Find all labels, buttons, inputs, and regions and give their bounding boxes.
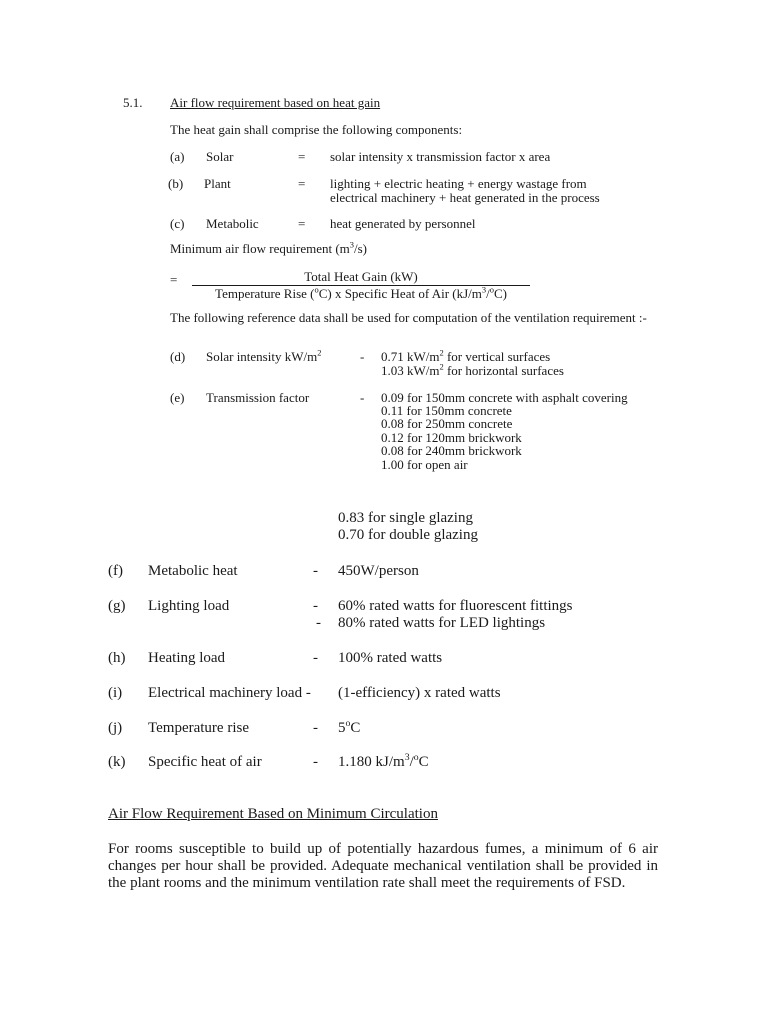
formula-equals: = — [170, 272, 178, 287]
metabolic-heat-label: Metabolic heat — [148, 563, 238, 579]
component-name-solar: Solar — [206, 149, 234, 164]
transmission-value: 1.00 for open air — [381, 457, 468, 472]
lighting-load-fluorescent: 60% rated watts for fluorescent fittings — [338, 598, 573, 614]
heating-load-label: Heating load — [148, 650, 226, 666]
glazing-double: 0.70 for double glazing — [338, 527, 478, 543]
component-letter-a: (a) — [170, 149, 185, 164]
lighting-load-dash: - — [316, 615, 321, 631]
transmission-value: 0.08 for 240mm brickwork — [381, 443, 522, 458]
section-intro: The heat gain shall comprise the following components: — [170, 122, 463, 137]
component-letter-c: (c) — [170, 216, 185, 231]
heating-load-value: 100% rated watts — [338, 650, 443, 666]
lighting-load-led: 80% rated watts for LED lightings — [338, 615, 546, 631]
component-desc-plant-line1: lighting + electric heating + energy wastage from — [330, 176, 587, 191]
item-letter-f: (f) — [108, 563, 123, 579]
transmission-value: 0.12 for 120mm brickwork — [381, 430, 522, 445]
specific-heat-dash: - — [313, 754, 318, 770]
item-letter-i: (i) — [108, 685, 123, 701]
metabolic-heat-dash: - — [313, 563, 318, 579]
section-heading: Air flow requirement based on heat gain — [170, 95, 381, 110]
item-letter-j: (j) — [108, 720, 123, 736]
temperature-rise-value: 5$^o$C — [338, 718, 361, 736]
solar-intensity-horizontal: 1.03 $kW/m^2$ for horizontal surfaces — [381, 361, 564, 378]
component-desc-metabolic: heat generated by personnel — [330, 216, 476, 231]
metabolic-heat-value: 450W/person — [338, 563, 419, 579]
formula-numerator: Total Heat Gain (kW) — [304, 269, 418, 284]
circulation-paragraph: For rooms susceptible to build up of potentially hazardous fumes, a minimum of 6 air changes per hour shall be provided. Adequate mechanical ventilation shall be provided in the plant rooms and the minimum ventilation rate shall meet the requirements of FSD. — [108, 841, 658, 891]
component-name-plant: Plant — [204, 176, 231, 191]
component-letter-b: (b) — [168, 176, 184, 191]
electrical-machinery-load-label: Electrical machinery load - — [148, 685, 311, 701]
lighting-load-dash: - — [313, 598, 318, 614]
item-letter-k: (k) — [108, 754, 126, 770]
section-number: 5.1. — [123, 95, 143, 110]
solar-intensity-label: Solar intensity $kW/m^2$ — [206, 347, 322, 364]
temperature-rise-dash: - — [313, 720, 318, 736]
transmission-value: 0.08 for 250mm concrete — [381, 416, 513, 431]
component-desc-solar: solar intensity x transmission factor x area — [330, 149, 551, 164]
component-equals: = — [298, 149, 306, 164]
heating-load-dash: - — [313, 650, 318, 666]
solar-intensity-dash: - — [360, 349, 365, 364]
transmission-value: 0.11 for 150mm concrete — [381, 403, 512, 418]
component-equals: = — [298, 176, 306, 191]
component-name-metabolic: Metabolic — [206, 216, 259, 231]
electrical-machinery-load-value: (1-efficiency) x rated watts — [338, 685, 501, 701]
component-desc-plant-line2: electrical machinery + heat generated in the process — [330, 190, 600, 205]
item-letter-g: (g) — [108, 598, 126, 614]
specific-heat-value: 1.180 $kJ/m^3/^oC$ — [338, 752, 429, 770]
ref-letter-d: (d) — [170, 349, 186, 364]
formula-fraction — [192, 270, 530, 301]
lighting-load-label: Lighting load — [148, 598, 230, 614]
item-letter-h: (h) — [108, 650, 126, 666]
reference-intro: The following reference data shall be used for computation of the ventilation requirement :- — [170, 310, 647, 325]
specific-heat-label: Specific heat of air — [148, 754, 262, 770]
transmission-factor-dash: - — [360, 390, 365, 405]
ref-letter-e: (e) — [170, 390, 185, 405]
glazing-single: 0.83 for single glazing — [338, 510, 473, 526]
formula-denominator: Temperature Rise ($^o$C) x Specific Heat of Air $(kJ/m^3/^oC)$ — [215, 284, 507, 301]
solar-intensity-vertical: 0.71 $kW/m^2$ for vertical surfaces — [381, 347, 551, 364]
transmission-value: 0.09 for 150mm concrete with asphalt covering — [381, 390, 628, 405]
temperature-rise-label: Temperature rise — [148, 720, 249, 736]
circulation-heading: Air Flow Requirement Based on Minimum Circulation — [108, 806, 438, 822]
formula-label: Minimum air flow requirement $(m^3/s)$ — [170, 239, 368, 256]
transmission-factor-label: Transmission factor — [206, 390, 310, 405]
component-equals: = — [298, 216, 306, 231]
